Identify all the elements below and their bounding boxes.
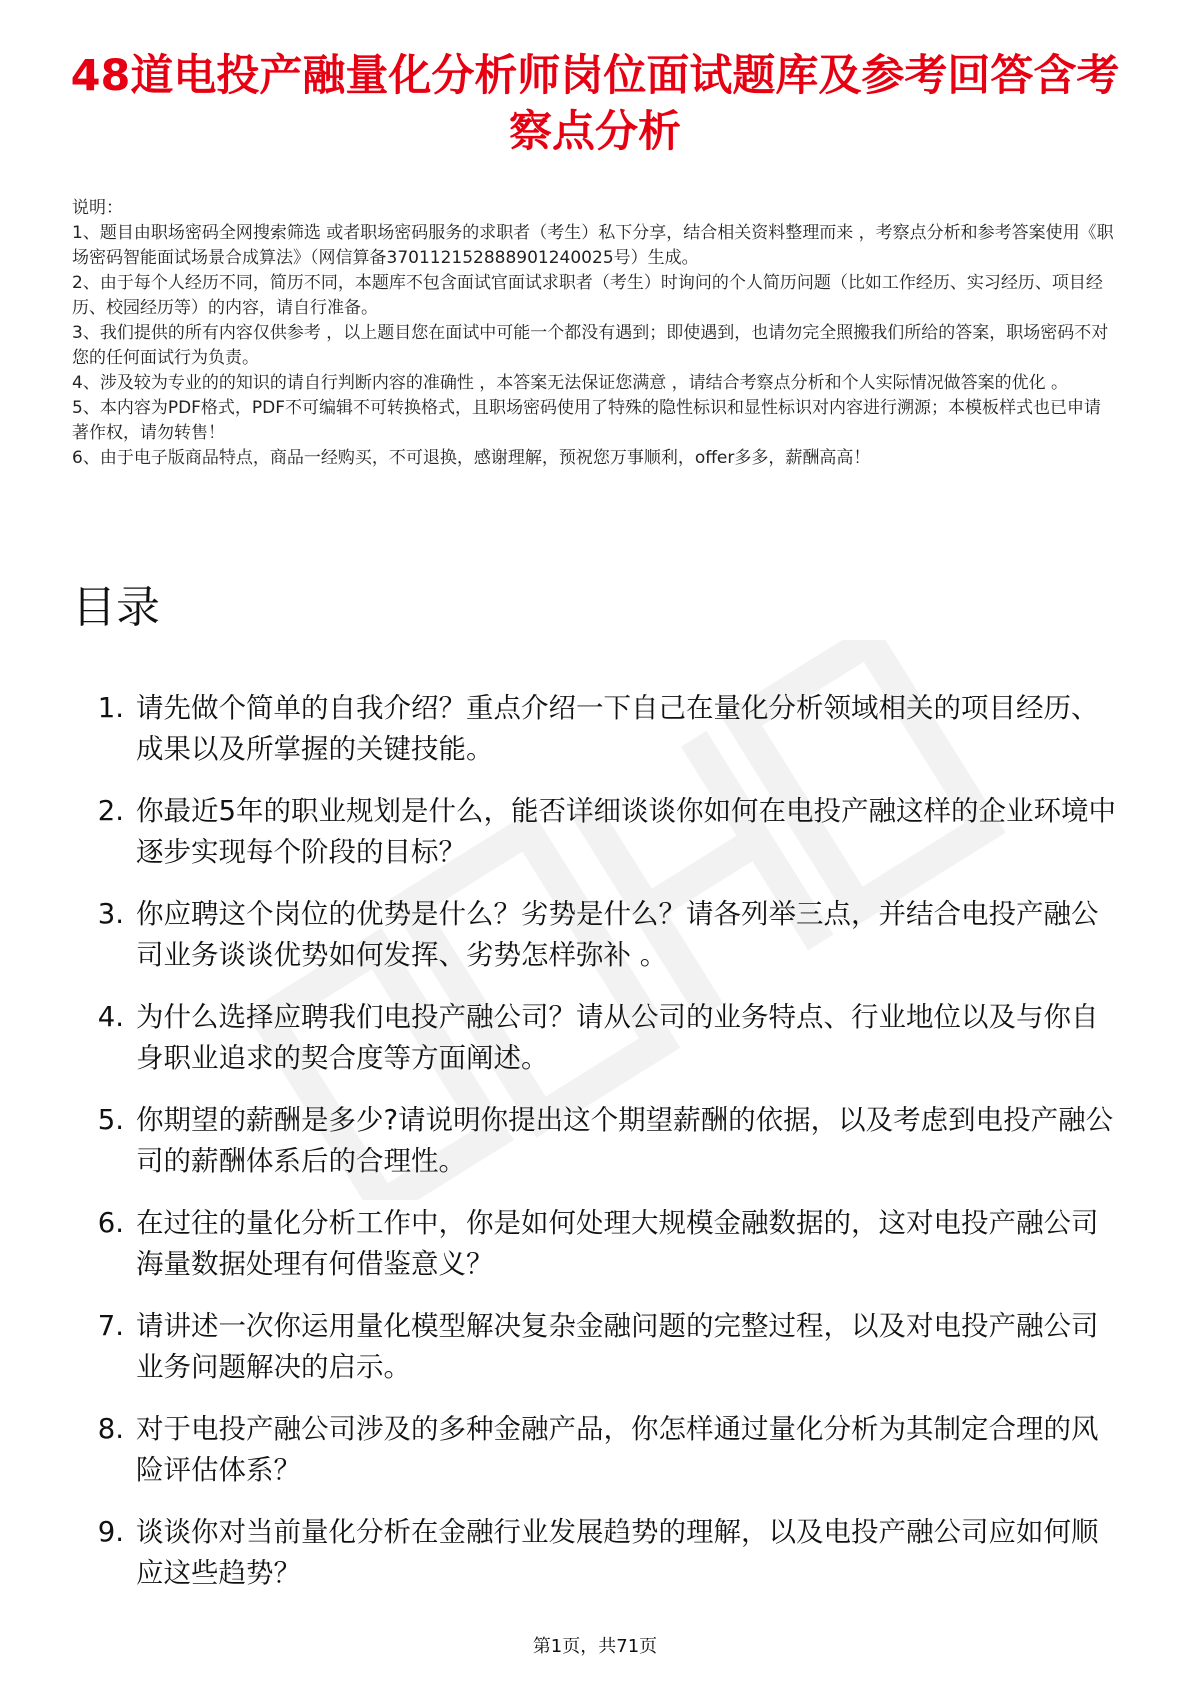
note-item: 3、我们提供的所有内容仅供参考 ，以上题目您在面试中可能一个都没有遇到；即使遇到，也请勿完全照搬我们所给的答案，职场密码不对您的任何面试行为负责。 (72, 323, 1109, 368)
toc-list (72, 688, 1118, 1615)
toc-item-text: 你最近5年的职业规划是什么，能否详细谈谈你如何在电投产融这样的企业环境中逐步实现每个阶段的目标？ (136, 795, 1116, 868)
toc-item-number: 3. (97, 898, 124, 930)
toc-item-number: 7. (97, 1310, 124, 1342)
toc-item-text: 谈谈你对当前量化分析在金融行业发展趋势的理解，以及电投产融公司应如何顺应这些趋势？ (136, 1516, 1099, 1589)
toc-item-text: 为什么选择应聘我们电投产融公司？请从公司的业务特点、行业地位以及与你自身职业追求的契合度等方面阐述。 (136, 1001, 1099, 1074)
page-footer: 第1页，共71页 (532, 1636, 658, 1657)
toc-item-text: 你期望的薪酬是多少?请说明你提出这个期望薪酬的依据，以及考虑到电投产融公司的薪酬体系后的合理性。 (136, 1104, 1114, 1177)
toc-item-text: 请先做个简单的自我介绍？重点介绍一下自己在量化分析领域相关的项目经历、成果以及所掌握的关键技能。 (136, 692, 1099, 765)
note-item: 5、本内容为PDF格式，PDF不可编辑不可转换格式，且职场密码使用了特殊的隐性标识和显性标识对内容进行溯源；本模板样式也已申请著作权，请勿转售！ (72, 398, 1102, 443)
notes-heading: 说明： (72, 198, 123, 218)
toc-item-number: 4. (97, 1001, 124, 1033)
toc-item[interactable] (72, 1409, 1118, 1491)
toc-heading: 目录 (72, 582, 160, 633)
toc-item[interactable] (72, 1512, 1118, 1594)
toc-item-number: 9. (97, 1516, 124, 1548)
toc-item-number: 6. (97, 1207, 124, 1239)
toc-item[interactable] (72, 688, 1118, 770)
toc-item[interactable] (72, 1203, 1118, 1285)
page-title: 48道电投产融量化分析师岗位面试题库及参考回答含考察点分析 (70, 51, 1120, 157)
toc-item-text: 你应聘这个岗位的优势是什么？劣势是什么？请各列举三点，并结合电投产融公司业务谈谈优势如何发挥、劣势怎样弥补 。 (136, 898, 1099, 971)
note-item: 2、由于每个人经历不同，简历不同，本题库不包含面试官面试求职者（考生）时询问的个人简历问题（比如工作经历、实习经历、项目经历、校园经历等）的内容，请自行准备。 (72, 273, 1103, 318)
toc-item-number: 1. (97, 692, 124, 724)
toc-item[interactable] (72, 1306, 1118, 1388)
disclaimer-notes (72, 196, 1118, 471)
toc-item-number: 2. (97, 795, 124, 827)
toc-item-text: 在过往的量化分析工作中，你是如何处理大规模金融数据的，这对电投产融公司海量数据处理有何借鉴意义？ (136, 1207, 1099, 1280)
toc-item-number: 8. (97, 1413, 124, 1445)
toc-item-text: 对于电投产融公司涉及的多种金融产品，你怎样通过量化分析为其制定合理的风险评估体系？ (136, 1413, 1099, 1486)
toc-item-text: 请讲述一次你运用量化模型解决复杂金融问题的完整过程，以及对电投产融公司业务问题解决的启示。 (136, 1310, 1099, 1383)
note-item: 1、题目由职场密码全网搜索筛选 或者职场密码服务的求职者（考生）私下分享，结合相关资料整理而来 ，考察点分析和参考答案使用《职场密码智能面试场景合成算法》（网信算备370112152888901240025号）生成。 (72, 223, 1114, 268)
toc-item[interactable] (72, 997, 1118, 1079)
toc-item-number: 5. (97, 1104, 124, 1136)
note-item: 6、由于电子版商品特点，商品一经购买，不可退换，感谢理解，预祝您万事顺利，offer多多，薪酬高高！ (72, 448, 871, 468)
toc-item[interactable] (72, 894, 1118, 976)
toc-item[interactable] (72, 791, 1118, 873)
toc-item[interactable] (72, 1100, 1118, 1182)
note-item: 4、涉及较为专业的的知识的请自行判断内容的准确性 ，本答案无法保证您满意 ，请结合考察点分析和个人实际情况做答案的优化 。 (72, 373, 1069, 393)
